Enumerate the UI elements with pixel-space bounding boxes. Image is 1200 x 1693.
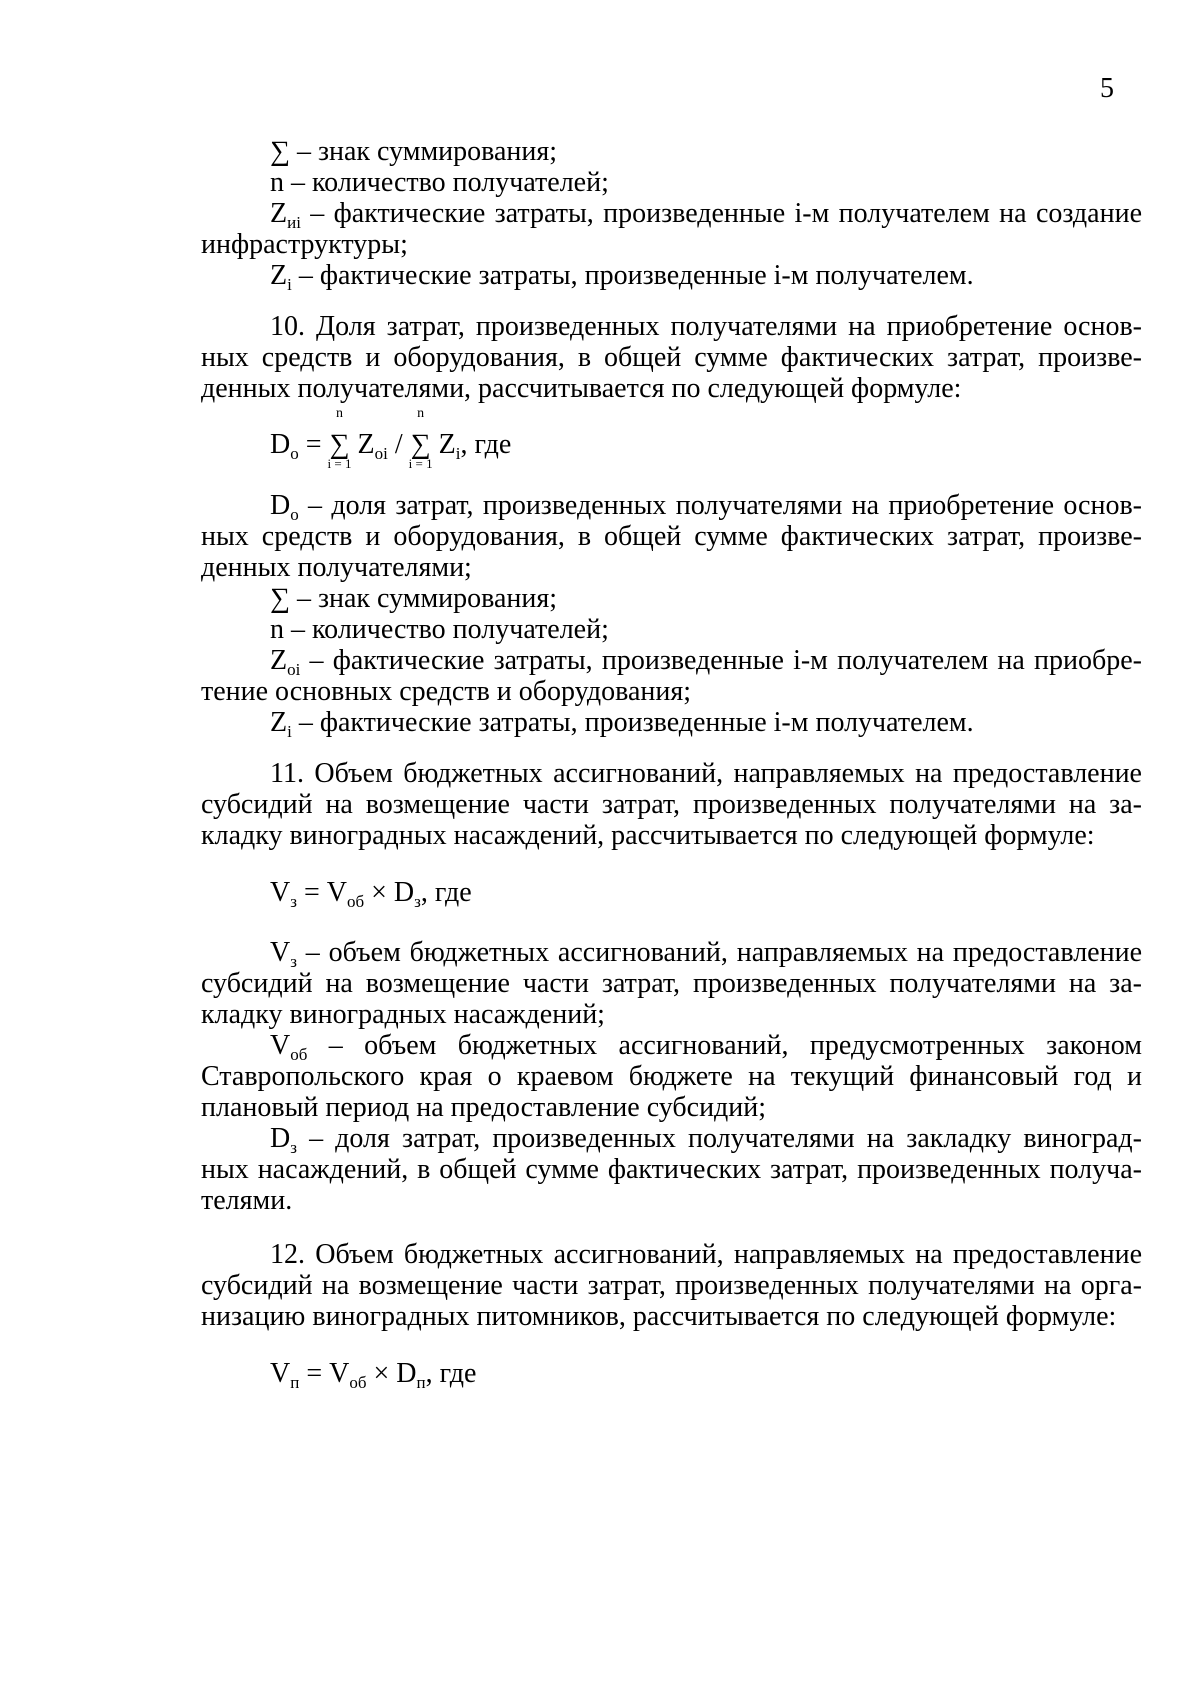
formula12-v: V: [270, 1358, 291, 1389]
do-text: – доля затрат, произведенных получателями на приобретение основ-: [298, 490, 1142, 521]
formula10-z2-sub: i: [455, 444, 461, 463]
do-symbol: D: [270, 490, 291, 521]
dz-symbol: D: [270, 1123, 291, 1154]
zui-subscript: иi: [287, 213, 301, 232]
formula10-z1: Z: [357, 429, 375, 460]
sum1-sign: ∑: [329, 429, 350, 460]
zoi-text: – фактические затраты, произведенные i-м получателем на приобре-: [300, 645, 1142, 676]
para11-line1: 11. Объем бюджетных ассигнований, направляемых на предоставление: [270, 758, 1142, 789]
formula11-tail: , где: [420, 877, 472, 908]
dz-definition-line3: телями.: [201, 1185, 293, 1216]
zui-definition-line2: инфраструктуры;: [201, 229, 408, 260]
zui-symbol: Z: [270, 198, 288, 229]
zui-definition-line1: [270, 198, 1142, 231]
formula11-v: V: [270, 877, 291, 908]
formula11-mid: = V: [296, 877, 347, 908]
zi-text: – фактические затраты, произведенные i-м получателем.: [291, 260, 974, 291]
vob-subscript: об: [290, 1045, 308, 1064]
para12-line1: 12. Объем бюджетных ассигнований, направляемых на предоставление: [270, 1239, 1142, 1270]
n-definition: n – количество получателей;: [270, 167, 609, 198]
zi-definition-2: [270, 707, 1142, 740]
sum1-upper: n: [336, 406, 344, 421]
zoi-symbol: Z: [270, 645, 288, 676]
dz-subscript: з: [290, 1138, 297, 1157]
sum2-upper: n: [417, 406, 425, 421]
page-number: 5: [1100, 73, 1114, 104]
para12-line2: субсидий на возмещение части затрат, произведенных получателями на орга-: [201, 1270, 1142, 1301]
do-definition-line3: денных получателями;: [201, 552, 472, 583]
formula10-z1-sub: oi: [374, 444, 388, 463]
vob-definition-line3: плановый период на предоставление субсидий;: [201, 1092, 767, 1123]
sum-operator-2: [408, 406, 433, 471]
vob-text: – объем бюджетных ассигнований, предусмотренных законом: [307, 1030, 1142, 1061]
sum-operator-1: [327, 406, 352, 471]
sum-definition: ∑ – знак суммирования;: [270, 136, 558, 167]
formula11-d-sub: з: [414, 892, 421, 911]
formula-10: [270, 406, 1142, 471]
formula12-mid: = V: [299, 1358, 350, 1389]
para10-line1: 10. Доля затрат, произведенных получателями на приобретение основ-: [270, 311, 1142, 342]
zi-symbol: Z: [270, 260, 288, 291]
formula10-lhs-sub: o: [290, 444, 299, 463]
dz-text: – доля затрат, произведенных получателями на закладку виноград-: [296, 1123, 1142, 1154]
formula12-times: × D: [366, 1358, 417, 1389]
para12-line3: низацию виноградных питомников, рассчитывается по следующей формуле:: [201, 1301, 1117, 1332]
formula10-slash: /: [387, 429, 410, 460]
sum2-lower: i = 1: [408, 456, 433, 471]
vz-definition-line3: кладку виноградных насаждений;: [201, 999, 605, 1030]
do-definition-line2: ных средств и оборудования, в общей сумме фактических затрат, произве-: [201, 521, 1142, 552]
formula10-tail: , где: [460, 429, 512, 460]
do-definition-line1: [270, 490, 1142, 523]
formula10-z2: Z: [438, 429, 456, 460]
do-subscript: o: [290, 505, 299, 524]
zoi-definition-line2: тение основных средств и оборудования;: [201, 676, 692, 707]
vz-subscript: з: [290, 952, 297, 971]
zi-symbol-2: Z: [270, 707, 288, 738]
formula10-eq: =: [298, 429, 329, 460]
para11-line3: кладку виноградных насаждений, рассчитывается по следующей формуле:: [201, 820, 1095, 851]
vz-symbol: V: [270, 937, 291, 968]
vob-definition-line1: [270, 1030, 1142, 1063]
formula11-times: × D: [364, 877, 415, 908]
vob-definition-line2: Ставропольского края о краевом бюджете на текущий финансовый год и: [201, 1061, 1142, 1092]
vob-symbol: V: [270, 1030, 291, 1061]
zi-subscript-2: i: [287, 722, 292, 741]
dz-definition-line1: [270, 1123, 1142, 1156]
para10-line3: денных получателями, рассчитывается по следующей формуле:: [201, 373, 962, 404]
vz-definition-line1: [270, 937, 1142, 970]
sum2-sign: ∑: [410, 429, 431, 460]
formula10-lhs: D: [270, 429, 291, 460]
vz-definition-line2: субсидий на возмещение части затрат, произведенных получателями на за-: [201, 968, 1142, 999]
zoi-definition-line1: [270, 645, 1142, 678]
formula11-v-sub: з: [290, 892, 297, 911]
formula12-d-sub: п: [416, 1373, 426, 1392]
formula11-vob-sub: об: [346, 892, 365, 911]
para11-line2: субсидий на возмещение части затрат, произведенных получателями на за-: [201, 789, 1142, 820]
formula-12: [270, 1358, 1142, 1391]
formula12-tail: , где: [425, 1358, 477, 1389]
formula12-v-sub: п: [290, 1373, 300, 1392]
zi-text-2: – фактические затраты, произведенные i-м получателем.: [291, 707, 974, 738]
zoi-subscript: oi: [287, 660, 301, 679]
formula-11: [270, 877, 1142, 910]
sum-definition-2: ∑ – знак суммирования;: [270, 583, 558, 614]
para10-line2: ных средств и оборудования, в общей сумме фактических затрат, произве-: [201, 342, 1142, 373]
sum1-lower: i = 1: [327, 456, 352, 471]
vz-text: – объем бюджетных ассигнований, направляемых на предоставление: [296, 937, 1142, 968]
zi-definition: [270, 260, 1142, 293]
zui-text: – фактические затраты, произведенные i-м получателем на создание: [300, 198, 1142, 229]
dz-definition-line2: ных насаждений, в общей сумме фактических затрат, произведенных получа-: [201, 1154, 1142, 1185]
formula12-vob-sub: об: [349, 1373, 367, 1392]
zi-subscript: i: [287, 275, 292, 294]
n-definition-2: n – количество получателей;: [270, 614, 609, 645]
